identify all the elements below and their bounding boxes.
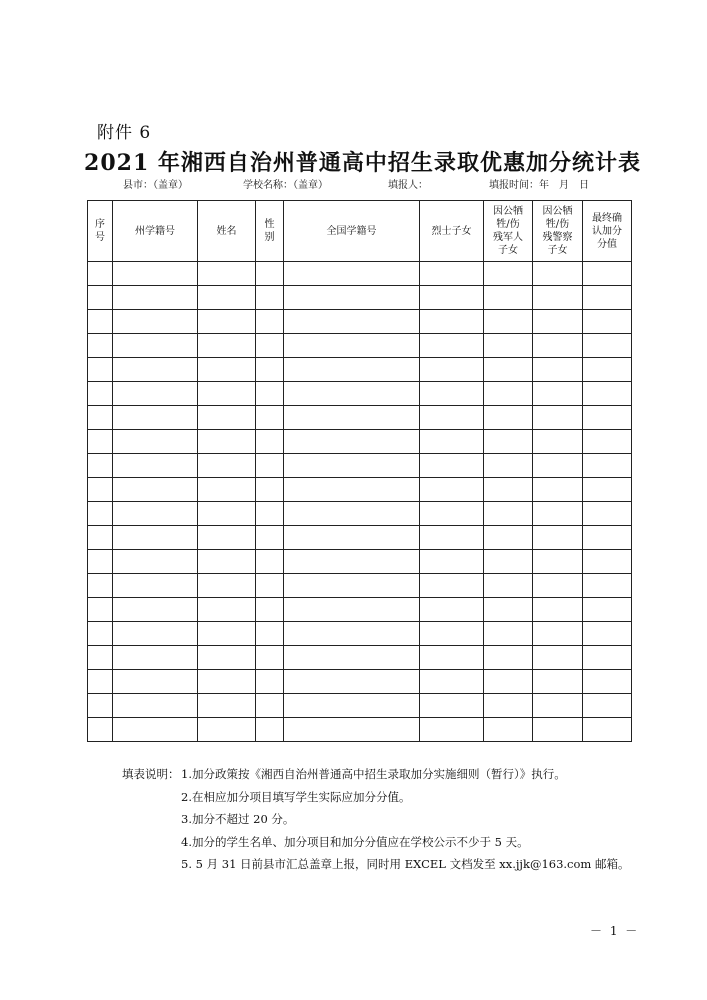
note-text: 5. 5 月 31 日前县市汇总盖章上报，同时用 EXCEL 文档发至 xx.jjk@163.com 邮箱。	[181, 857, 630, 871]
table-cell[interactable]	[256, 622, 284, 646]
filler-field-label: 填报人：	[388, 180, 428, 191]
table-cell[interactable]	[284, 406, 420, 430]
table-cell[interactable]	[484, 286, 533, 310]
table-row	[88, 262, 632, 286]
table-cell[interactable]	[198, 574, 256, 598]
table-cell[interactable]	[284, 526, 420, 550]
note-item	[122, 786, 629, 809]
table-cell[interactable]	[533, 430, 583, 454]
table-cell[interactable]	[256, 646, 284, 670]
table-cell[interactable]	[256, 694, 284, 718]
table-cell[interactable]	[533, 646, 583, 670]
table-cell[interactable]	[583, 286, 632, 310]
table-cell[interactable]	[583, 382, 632, 406]
table-cell[interactable]	[198, 478, 256, 502]
table-cell[interactable]	[583, 718, 632, 742]
table-cell[interactable]	[284, 598, 420, 622]
table-header-row	[88, 201, 632, 262]
table-cell[interactable]	[583, 550, 632, 574]
table-cell[interactable]	[484, 694, 533, 718]
table-row	[88, 646, 632, 670]
table-cell[interactable]	[484, 646, 533, 670]
table-cell[interactable]	[533, 358, 583, 382]
table-cell[interactable]	[583, 694, 632, 718]
table-cell[interactable]	[256, 310, 284, 334]
table-cell[interactable]	[533, 694, 583, 718]
table-cell[interactable]	[256, 406, 284, 430]
table-cell[interactable]	[420, 382, 484, 406]
table-cell[interactable]	[88, 310, 113, 334]
table-cell[interactable]	[420, 550, 484, 574]
table-cell[interactable]	[113, 358, 198, 382]
table-row	[88, 550, 632, 574]
table-cell[interactable]	[420, 718, 484, 742]
table-cell[interactable]	[284, 718, 420, 742]
table-cell[interactable]	[583, 670, 632, 694]
table-cell[interactable]	[88, 670, 113, 694]
table-cell[interactable]	[88, 502, 113, 526]
table-cell[interactable]	[284, 478, 420, 502]
table-cell[interactable]	[256, 454, 284, 478]
table-cell[interactable]	[284, 286, 420, 310]
table-cell[interactable]	[484, 358, 533, 382]
col-header-name	[198, 201, 256, 262]
table-row	[88, 358, 632, 382]
table-cell[interactable]	[256, 574, 284, 598]
table-row	[88, 382, 632, 406]
attachment-label: 附件 6	[97, 123, 152, 143]
header-text: 最终确 认加分 分值	[592, 212, 622, 250]
table-cell[interactable]	[484, 478, 533, 502]
header-text: 序 号	[95, 219, 105, 243]
table-cell[interactable]	[88, 334, 113, 358]
table-cell[interactable]	[284, 358, 420, 382]
table-cell[interactable]	[420, 262, 484, 286]
table-cell[interactable]	[198, 526, 256, 550]
table-cell[interactable]	[198, 646, 256, 670]
table-cell[interactable]	[533, 286, 583, 310]
table-cell[interactable]	[198, 262, 256, 286]
col-header-final-score	[583, 201, 632, 262]
table-cell[interactable]	[113, 718, 198, 742]
note-text: 2.在相应加分项目填写学生实际应加分分值。	[181, 789, 411, 804]
table-cell[interactable]	[484, 406, 533, 430]
table-cell[interactable]	[88, 550, 113, 574]
table-cell[interactable]	[583, 526, 632, 550]
table-cell[interactable]	[583, 262, 632, 286]
table-row	[88, 454, 632, 478]
table-cell[interactable]	[484, 550, 533, 574]
note-text: 3.加分不超过 20 分。	[181, 812, 295, 826]
table-cell[interactable]	[533, 478, 583, 502]
table-cell[interactable]	[88, 526, 113, 550]
table-cell[interactable]	[113, 454, 198, 478]
table-cell[interactable]	[284, 574, 420, 598]
table-cell[interactable]	[533, 382, 583, 406]
table-cell[interactable]	[420, 694, 484, 718]
table-cell[interactable]	[284, 646, 420, 670]
table-cell[interactable]	[113, 430, 198, 454]
note-item	[122, 808, 629, 831]
table-cell[interactable]	[420, 526, 484, 550]
table-cell[interactable]	[583, 574, 632, 598]
table-cell[interactable]	[256, 718, 284, 742]
table-cell[interactable]	[198, 622, 256, 646]
table-cell[interactable]	[420, 286, 484, 310]
col-header-military-child	[484, 201, 533, 262]
table-cell[interactable]	[198, 718, 256, 742]
table-cell[interactable]	[284, 430, 420, 454]
table-cell[interactable]	[420, 622, 484, 646]
table-cell[interactable]	[113, 622, 198, 646]
table-cell[interactable]	[198, 670, 256, 694]
col-header-gender	[256, 201, 284, 262]
table-cell[interactable]	[583, 646, 632, 670]
table-cell[interactable]	[256, 502, 284, 526]
table-cell[interactable]	[256, 550, 284, 574]
table-cell[interactable]	[256, 334, 284, 358]
table-cell[interactable]	[198, 598, 256, 622]
table-cell[interactable]	[198, 502, 256, 526]
table-cell[interactable]	[533, 598, 583, 622]
table-cell[interactable]	[420, 406, 484, 430]
table-cell[interactable]	[113, 478, 198, 502]
table-cell[interactable]	[420, 574, 484, 598]
table-cell[interactable]	[113, 310, 198, 334]
table-cell[interactable]	[113, 286, 198, 310]
table-cell[interactable]	[198, 550, 256, 574]
table-cell[interactable]	[284, 622, 420, 646]
table-cell[interactable]	[533, 550, 583, 574]
table-row	[88, 430, 632, 454]
table-cell[interactable]	[533, 502, 583, 526]
col-header-national-id	[284, 201, 420, 262]
table-row	[88, 718, 632, 742]
date-field-label: 填报时间：年 月 日	[489, 180, 589, 191]
table-cell[interactable]	[420, 502, 484, 526]
table-cell[interactable]	[583, 598, 632, 622]
col-header-police-child	[533, 201, 583, 262]
table-cell[interactable]	[284, 502, 420, 526]
table-cell[interactable]	[113, 526, 198, 550]
header-text: 因公牺 牲/伤 残警察 子女	[542, 206, 573, 256]
table-cell[interactable]	[484, 670, 533, 694]
header-text: 烈士子女	[431, 225, 472, 237]
table-cell[interactable]	[284, 454, 420, 478]
table-cell[interactable]	[88, 358, 113, 382]
table-cell[interactable]	[583, 454, 632, 478]
table-cell[interactable]	[113, 334, 198, 358]
table-cell[interactable]	[420, 598, 484, 622]
table-cell[interactable]	[533, 334, 583, 358]
table-cell[interactable]	[420, 478, 484, 502]
table-cell[interactable]	[198, 358, 256, 382]
table-cell[interactable]	[256, 670, 284, 694]
note-text: 1.加分政策按《湘西自治州普通高中招生录取加分实施细则（暂行）》执行。	[181, 767, 566, 781]
table-cell[interactable]	[484, 598, 533, 622]
table-cell[interactable]	[420, 670, 484, 694]
document-title: 2021 年湘西自治州普通高中招生录取优惠加分统计表	[84, 150, 641, 176]
table-cell[interactable]	[420, 646, 484, 670]
table-cell[interactable]	[113, 574, 198, 598]
table-cell[interactable]	[420, 454, 484, 478]
school-field-label: 学校名称：（盖章）	[243, 180, 328, 191]
table-row	[88, 310, 632, 334]
table-cell[interactable]	[198, 286, 256, 310]
table-cell[interactable]	[256, 430, 284, 454]
table-cell[interactable]	[88, 406, 113, 430]
table-cell[interactable]	[484, 718, 533, 742]
col-header-martyr-child	[420, 201, 484, 262]
table-cell[interactable]	[533, 718, 583, 742]
table-cell[interactable]	[533, 622, 583, 646]
table-cell[interactable]	[284, 310, 420, 334]
table-cell[interactable]	[88, 382, 113, 406]
table-cell[interactable]	[484, 622, 533, 646]
table-row	[88, 526, 632, 550]
table-cell[interactable]	[484, 526, 533, 550]
header-text: 因公牺 牲/伤 残军人 子女	[493, 206, 523, 256]
table-cell[interactable]	[583, 478, 632, 502]
table-cell[interactable]	[484, 334, 533, 358]
table-cell[interactable]	[284, 262, 420, 286]
notes-section	[122, 763, 629, 876]
table-cell[interactable]	[533, 454, 583, 478]
table-cell[interactable]	[88, 718, 113, 742]
table-cell[interactable]	[88, 454, 113, 478]
table-cell[interactable]	[583, 502, 632, 526]
county-field-label: 县市：（盖章）	[123, 180, 188, 191]
header-text: 性 别	[264, 219, 275, 243]
table-cell[interactable]	[284, 550, 420, 574]
table-cell[interactable]	[484, 430, 533, 454]
table-cell[interactable]	[256, 358, 284, 382]
table-cell[interactable]	[88, 622, 113, 646]
table-cell[interactable]	[533, 670, 583, 694]
table-row	[88, 502, 632, 526]
table-cell[interactable]	[198, 334, 256, 358]
table-cell[interactable]	[420, 310, 484, 334]
table-row	[88, 598, 632, 622]
note-text: 4.加分的学生名单、加分项目和加分分值应在学校公示不少于 5 天。	[181, 834, 529, 849]
table-row	[88, 670, 632, 694]
table-row	[88, 286, 632, 310]
table-cell[interactable]	[88, 286, 113, 310]
table-cell[interactable]	[88, 262, 113, 286]
statistics-table	[87, 200, 632, 742]
table-row	[88, 478, 632, 502]
table-cell[interactable]	[198, 454, 256, 478]
table-cell[interactable]	[583, 310, 632, 334]
header-text: 州学籍号	[135, 225, 175, 237]
table-cell[interactable]	[113, 670, 198, 694]
table-cell[interactable]	[88, 478, 113, 502]
table-body	[88, 262, 632, 742]
table-row	[88, 622, 632, 646]
table-cell[interactable]	[533, 310, 583, 334]
table-cell[interactable]	[256, 526, 284, 550]
table-cell[interactable]	[420, 358, 484, 382]
table-cell[interactable]	[198, 382, 256, 406]
table-cell[interactable]	[256, 286, 284, 310]
table-cell[interactable]	[256, 382, 284, 406]
table-cell[interactable]	[484, 262, 533, 286]
table-cell[interactable]	[113, 550, 198, 574]
table-cell[interactable]	[198, 406, 256, 430]
table-cell[interactable]	[484, 502, 533, 526]
table-cell[interactable]	[583, 358, 632, 382]
table-row	[88, 694, 632, 718]
table-cell[interactable]	[484, 382, 533, 406]
table-cell[interactable]	[484, 454, 533, 478]
table-cell[interactable]	[88, 598, 113, 622]
table-cell[interactable]	[583, 406, 632, 430]
page-number: － 1 －	[590, 924, 640, 938]
table-cell[interactable]	[198, 430, 256, 454]
table-cell[interactable]	[113, 262, 198, 286]
table-cell[interactable]	[420, 430, 484, 454]
table-cell[interactable]	[583, 334, 632, 358]
table-row	[88, 574, 632, 598]
table-cell[interactable]	[198, 694, 256, 718]
table-cell[interactable]	[113, 694, 198, 718]
table-cell[interactable]	[256, 478, 284, 502]
table-cell[interactable]	[420, 334, 484, 358]
note-item	[122, 763, 629, 786]
header-text: 姓名	[216, 225, 237, 237]
table-cell[interactable]	[583, 622, 632, 646]
table-cell[interactable]	[256, 598, 284, 622]
table-cell[interactable]	[533, 262, 583, 286]
note-item	[122, 853, 629, 876]
table-row	[88, 406, 632, 430]
note-item	[122, 831, 629, 854]
table-cell[interactable]	[113, 598, 198, 622]
table-cell[interactable]	[533, 406, 583, 430]
table-cell[interactable]	[284, 334, 420, 358]
table-cell[interactable]	[484, 310, 533, 334]
notes-label: 填表说明：	[122, 767, 180, 781]
table-row	[88, 334, 632, 358]
table-cell[interactable]	[284, 382, 420, 406]
table-cell[interactable]	[113, 646, 198, 670]
col-header-state-id	[113, 201, 198, 262]
table-cell[interactable]	[284, 694, 420, 718]
table-cell[interactable]	[284, 670, 420, 694]
table-cell[interactable]	[533, 574, 583, 598]
col-header-index	[88, 201, 113, 262]
table-cell[interactable]	[88, 430, 113, 454]
table-cell[interactable]	[113, 502, 198, 526]
header-text: 全国学籍号	[326, 225, 377, 237]
table-cell[interactable]	[88, 646, 113, 670]
table-cell[interactable]	[198, 310, 256, 334]
table-cell[interactable]	[113, 406, 198, 430]
table-cell[interactable]	[88, 574, 113, 598]
table-cell[interactable]	[583, 430, 632, 454]
table-cell[interactable]	[88, 694, 113, 718]
table-cell[interactable]	[113, 382, 198, 406]
table-cell[interactable]	[484, 574, 533, 598]
table-cell[interactable]	[256, 262, 284, 286]
table-cell[interactable]	[533, 526, 583, 550]
